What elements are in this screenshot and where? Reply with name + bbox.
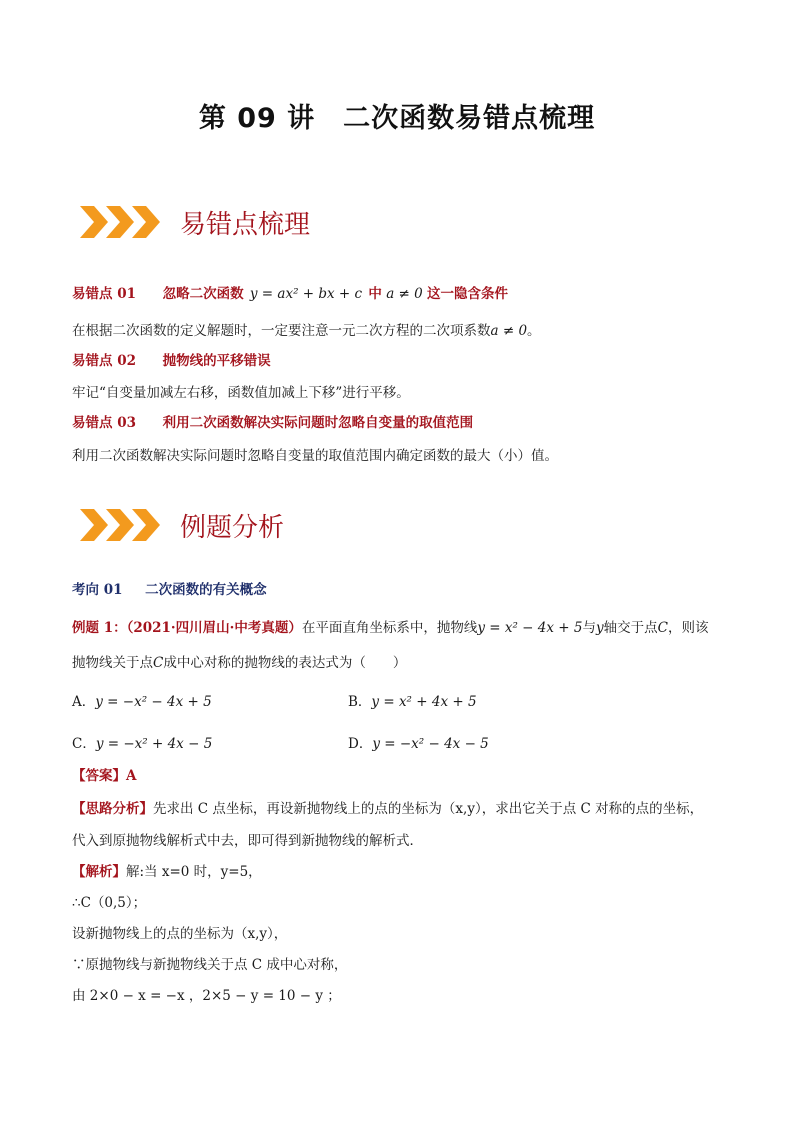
answer-value: A	[126, 768, 137, 784]
error-text-03: 利用二次函数解决实际问题时忽略自变量的取值范围内确定函数的最大（小）值。	[72, 448, 558, 464]
question-formula: y = x² − 4x + 5	[477, 620, 583, 636]
option-formula: y = x² + 4x + 5	[371, 694, 477, 710]
analysis-text: 先求出 C 点坐标，再设新抛物线上的点的坐标为（x,y），求出它关于点 C 对称的点的坐标，	[153, 801, 704, 817]
question-text: 成中心对称的抛物线的表达式为（ ）	[163, 655, 407, 671]
error-formula: y = ax² + bx + c	[249, 286, 363, 302]
solution-label: 【解析】	[72, 864, 126, 880]
error-condition: a ≠ 0	[386, 286, 423, 302]
option-formula: y = −x² − 4x − 5	[372, 736, 489, 752]
question-point: C	[657, 620, 668, 636]
option-letter: A．	[72, 694, 96, 710]
error-formula: a ≠ 0	[490, 323, 528, 339]
page-title: 第 09 讲 二次函数易错点梳理	[198, 103, 596, 134]
solution-text: 解:当 x=0 时，y=5，	[126, 864, 262, 880]
error-heading-text: 这一隐含条件	[427, 286, 509, 302]
topic-title: 二次函数的有关概念	[145, 582, 267, 598]
error-text: 在根据二次函数的定义解题时，一定要注意一元二次方程的二次项系数	[72, 323, 491, 339]
answer-label: 【答案】	[72, 768, 126, 784]
option-a	[72, 690, 212, 710]
option-letter: C．	[72, 736, 96, 752]
solution-line-3: 设新抛物线上的点的坐标为（x,y），	[72, 926, 288, 942]
error-heading-02	[72, 351, 271, 371]
option-b	[348, 690, 477, 710]
analysis-label: 【思路分析】	[72, 801, 153, 817]
option-letter: B．	[348, 694, 372, 710]
error-heading-01	[72, 284, 508, 304]
error-text: 。	[527, 323, 541, 339]
question-point: C	[153, 655, 164, 671]
option-formula: y = −x² − 4x + 5	[95, 694, 212, 710]
error-heading-text: 忽略二次函数	[162, 286, 244, 302]
solution-line-4: ∵原抛物线与新抛物线关于点 C 成中心对称，	[72, 957, 348, 973]
question-text: 与	[582, 620, 596, 636]
topic-heading	[72, 580, 267, 600]
solution-line-5: 由 2×0 − x = −x ，2×5 − y = 10 − y ；	[72, 988, 341, 1004]
question-text: 在平面直角坐标系中，抛物线	[301, 620, 478, 636]
solution-line-1	[72, 862, 262, 882]
error-heading-text: 抛物线的平移错误	[162, 353, 271, 369]
error-label: 易错点 02	[72, 353, 136, 369]
example-question-line-2	[72, 653, 406, 673]
example-label: 例题 1：	[72, 620, 127, 636]
option-letter: D．	[348, 736, 373, 752]
error-label: 易错点 03	[72, 415, 136, 431]
analysis-line-2: 代入到原抛物线解析式中去，即可得到新抛物线的解析式．	[72, 833, 423, 849]
option-c	[72, 732, 212, 752]
example-question-line-1	[72, 618, 708, 638]
chevron-arrows-icon	[80, 202, 164, 242]
error-text-01	[72, 321, 541, 341]
question-text: ，则该	[667, 620, 709, 636]
answer-line	[72, 766, 136, 786]
analysis-line-1	[72, 799, 703, 819]
error-heading-03	[72, 413, 473, 433]
section-title: 例题分析	[180, 513, 285, 543]
chevron-arrows-icon	[80, 505, 164, 545]
question-axis: y	[595, 620, 604, 636]
error-heading-text: 利用二次函数解决实际问题时忽略自变量的取值范围	[162, 415, 474, 431]
option-formula: y = −x² + 4x − 5	[95, 736, 213, 752]
error-heading-text: 中	[368, 286, 382, 302]
error-label: 易错点 01	[72, 286, 136, 302]
question-text: 抛物线关于点	[72, 655, 153, 671]
question-text: 轴交于点	[603, 620, 658, 636]
topic-label: 考向 01	[72, 582, 123, 598]
example-source: （2021·四川眉山·中考真题）	[126, 620, 302, 636]
error-text-02: 牢记“自变量加减左右移，函数值加减上下移”进行平移。	[72, 385, 410, 401]
solution-line-2: ∴C（0,5）；	[72, 895, 147, 911]
section-title: 易错点梳理	[180, 210, 311, 240]
option-d	[348, 732, 489, 752]
